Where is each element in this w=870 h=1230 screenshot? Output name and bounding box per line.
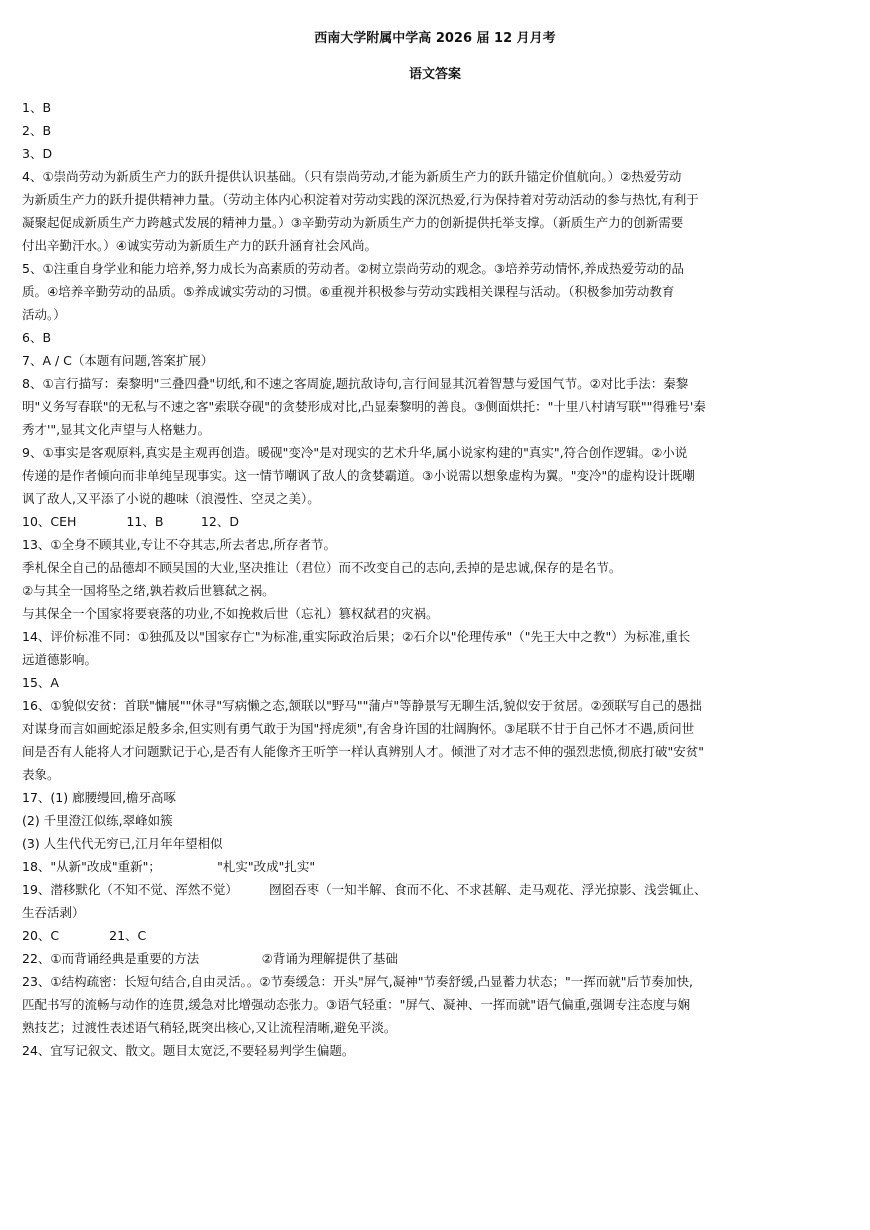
- answer-line: 与其保全一个国家将要衰落的功业,不如挽救后世（忘礼）篡权弑君的灾祸。: [22, 606, 439, 621]
- answer-line: 明"义务写春联"的无私与不速之客"索联夺砚"的贪婪形成对比,凸显秦黎明的善良。③侧面烘托："十里八村请写联""得雅号'秦: [22, 399, 706, 414]
- answer-line: 13、①全身不顾其业,专让不夺其志,所去者忠,所存者节。: [22, 537, 337, 552]
- answer-line: 22、①而背诵经典是重要的方法 ②背诵为理解提供了基础: [22, 951, 398, 966]
- answer-line: 10、CEH 11、B 12、D: [22, 514, 239, 529]
- answer-line: 5、①注重自身学业和能力培养,努力成长为高素质的劳动者。②树立崇尚劳动的观念。③培养劳动情怀,养成热爱劳动的品: [22, 261, 685, 276]
- answer-line: 表象。: [22, 767, 60, 782]
- answer-line: 18、"从新"改成"重新"； "札实"改成"扎实": [22, 859, 316, 874]
- answer-line: 7、A / C（本题有问题,答案扩展）: [22, 353, 214, 368]
- answer-line: 4、①崇尚劳动为新质生产力的跃升提供认识基础。（只有崇尚劳动,才能为新质生产力的跃升锚定价值航向。）②热爱劳动: [22, 169, 682, 184]
- answer-line: (2) 千里澄江似练,翠峰如簇: [22, 813, 173, 828]
- answer-line: 质。④培养辛勤劳动的品质。⑤养成诚实劳动的习惯。⑥重视并积极参与劳动实践相关课程与活动。（积极参加劳动教育: [22, 284, 675, 299]
- answer-line: 活动。）: [22, 307, 66, 322]
- answer-line: 23、①结构疏密：长短句结合,自由灵活。。②节奏缓急：开头"屏气,凝神"节奏舒缓,凸显蓄力状态；"一挥而就"后节奏加快,: [22, 974, 693, 989]
- answer-line: 付出辛勤汗水。）④诚实劳动为新质生产力的跃升涵育社会风尚。: [22, 238, 377, 253]
- answer-line: 秀才'",显其文化声望与人格魅力。: [22, 422, 211, 437]
- answer-line: 生吞活剥）: [22, 905, 85, 920]
- answer-line: 间是否有人能将人才问题默记于心,是否有人能像齐王听竽一样认真辨别人才。倾泄了对才志不伸的强烈悲愤,彻底打破"安贫": [22, 744, 704, 759]
- answer-line: 讽了敌人,又平添了小说的趣味（浪漫性、空灵之美）。: [22, 491, 320, 506]
- answer-line: 17、(1) 廊腰缦回,檐牙高啄: [22, 790, 177, 805]
- answer-line: 传递的是作者倾向而非单纯呈现事实。这一情节嘲讽了敌人的贪婪霸道。③小说需以想象虚构为翼。"变冷"的虚构设计既嘲: [22, 468, 695, 483]
- answer-line: 熟技艺；过渡性表述语气稍轻,既突出核心,又让流程清晰,避免平淡。: [22, 1020, 397, 1035]
- page-title: 西南大学附属中学高 2026 届 12 月月考: [314, 31, 556, 46]
- answer-line: 19、潜移默化（不知不觉、浑然不觉） 囫囵吞枣（一知半解、食而不化、不求甚解、走马观花、浮光掠影、浅尝辄止、: [22, 882, 707, 897]
- answer-line: 16、①貌似安贫：首联"慵展""休寻"写病懒之态,颔联以"野马""蒲卢"等静景写无聊生活,貌似安于贫居。②颈联写自己的愚拙: [22, 698, 702, 713]
- answer-line: 14、评价标准不同：①独孤及以"国家存亡"为标准,重实际政治后果；②石介以"伦理传承"（"先王大中之教"）为标准,重长: [22, 629, 691, 644]
- answer-line: 1、B: [22, 100, 52, 115]
- answer-line: 凝聚起促成新质生产力跨越式发展的精神力量。）③辛勤劳动为新质生产力的创新提供托举支撑。（新质生产力的创新需要: [22, 215, 684, 230]
- answer-line: 为新质生产力的跃升提供精神力量。（劳动主体内心积淀着对劳动实践的深沉热爱,行为保持着对劳动活动的参与热忱,有利于: [22, 192, 699, 207]
- page-subtitle: 语文答案: [408, 67, 461, 82]
- answer-line: 20、C 21、C: [22, 928, 147, 943]
- answer-line: 3、D: [22, 146, 53, 161]
- answer-line: 季札保全自己的品德却不顾吴国的大业,坚决推让（君位）而不改变自己的志向,丢掉的是忠诚,保存的是名节。: [22, 560, 622, 575]
- answer-line: 24、宜写记叙文、散文。题目太宽泛,不要轻易判学生偏题。: [22, 1043, 355, 1058]
- answer-line: 15、A: [22, 675, 59, 690]
- answer-line: 2、B: [22, 123, 52, 138]
- answer-line: 对谋身而言如画蛇添足般多余,但实则有勇气敢于为国"捋虎须",有舍身许国的壮阔胸怀。③尾联不甘于自己怀才不遇,质问世: [22, 721, 695, 736]
- answer-line: (3) 人生代代无穷已,江月年年望相似: [22, 836, 223, 851]
- answer-line: 匹配书写的流畅与动作的连贯,缓急对比增强动态张力。③语气轻重："屏气、凝神、一挥而就"语气偏重,强调专注态度与娴: [22, 997, 691, 1012]
- answer-line: ②与其全一国将坠之绪,孰若救后世篡弑之祸。: [22, 583, 275, 598]
- answer-line: 远道德影响。: [22, 652, 98, 667]
- answer-list: [22, 96, 848, 1062]
- answer-line: 8、①言行描写：秦黎明"三叠四叠"切纸,和不速之客周旋,题抗敌诗句,言行间显其沉着智慧与爱国气节。②对比手法：秦黎: [22, 376, 689, 391]
- answer-line: 9、①事实是客观原料,真实是主观再创造。暖砚"变冷"是对现实的艺术升华,属小说家构建的"真实",符合创作逻辑。②小说: [22, 445, 688, 460]
- answer-line: 6、B: [22, 330, 52, 345]
